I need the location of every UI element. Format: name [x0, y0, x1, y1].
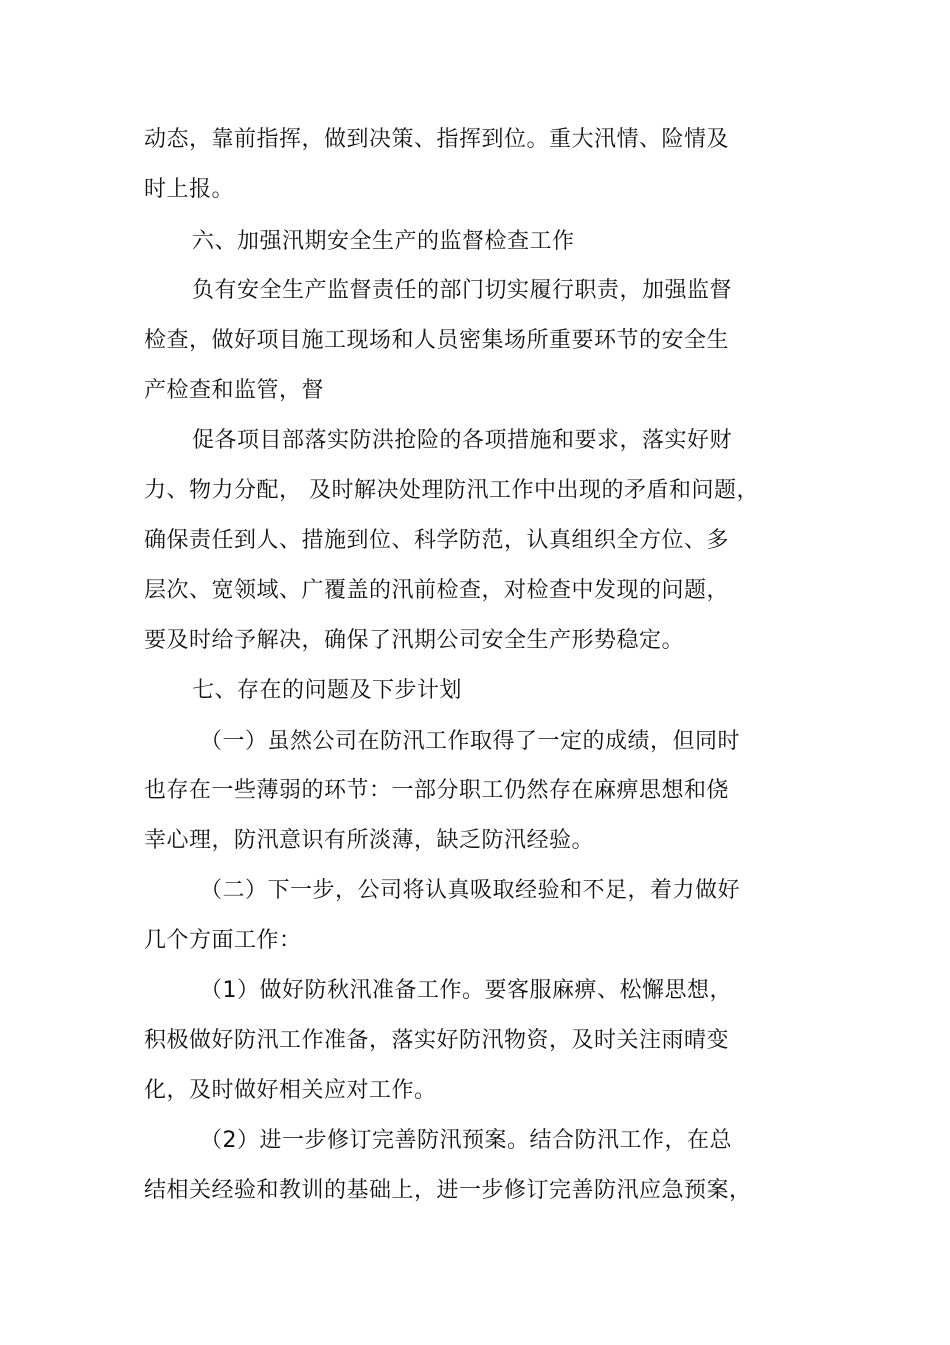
text-line: 检查，做好项目施工现场和人员密集场所重要环节的安全生 — [144, 328, 730, 353]
text-line: （一）虽然公司在防汛工作取得了一定的成绩，但同时 — [200, 729, 741, 754]
text-line: 确保责任到人、措施到位、科学防范，认真组织全方位、多 — [144, 528, 730, 553]
text-line: 产检查和监管，督 — [144, 378, 325, 403]
text-line: 结相关经验和教训的基础上，进一步修订完善防汛应急预案， — [144, 1178, 752, 1203]
text-line: 力、物力分配， 及时解决处理防汛工作中出现的矛盾和问题， — [144, 478, 759, 503]
section-heading-6: 六、加强汛期安全生产的监督检查工作 — [192, 229, 575, 254]
text-line: 几个方面工作： — [144, 928, 302, 953]
text-line: 要及时给予解决，确保了汛期公司安全生产形势稳定。 — [144, 628, 685, 653]
text-line: 幸心理，防汛意识有所淡薄，缺乏防汛经验。 — [144, 828, 595, 853]
text-line: 动态，靠前指挥，做到决策、指挥到位。重大汛情、险情及 — [144, 127, 730, 152]
text-line: 时上报。 — [144, 177, 235, 202]
text-line: 负有安全生产监督责任的部门切实履行职责，加强监督 — [192, 278, 733, 303]
text-line: 积极做好防汛工作准备，落实好防汛物资，及时关注雨晴变 — [144, 1028, 730, 1053]
text-line: （1）做好防秋汛准备工作。要客服麻痹、松懈思想， — [200, 978, 732, 1003]
text-line: 化，及时做好相关应对工作。 — [144, 1078, 437, 1103]
text-line: 层次、宽领域、广覆盖的汛前检查，对检查中发现的问题， — [144, 578, 730, 603]
text-line: 促各项目部落实防洪抢险的各项措施和要求，落实好财 — [192, 428, 733, 453]
section-heading-7: 七、存在的问题及下步计划 — [192, 678, 463, 703]
text-line: （二）下一步，公司将认真吸取经验和不足，着力做好 — [200, 878, 741, 903]
text-line: 也存在一些薄弱的环节：一部分职工仍然存在麻痹思想和侥 — [144, 778, 730, 803]
text-line: （2）进一步修订完善防汛预案。结合防汛工作，在总 — [200, 1128, 732, 1153]
